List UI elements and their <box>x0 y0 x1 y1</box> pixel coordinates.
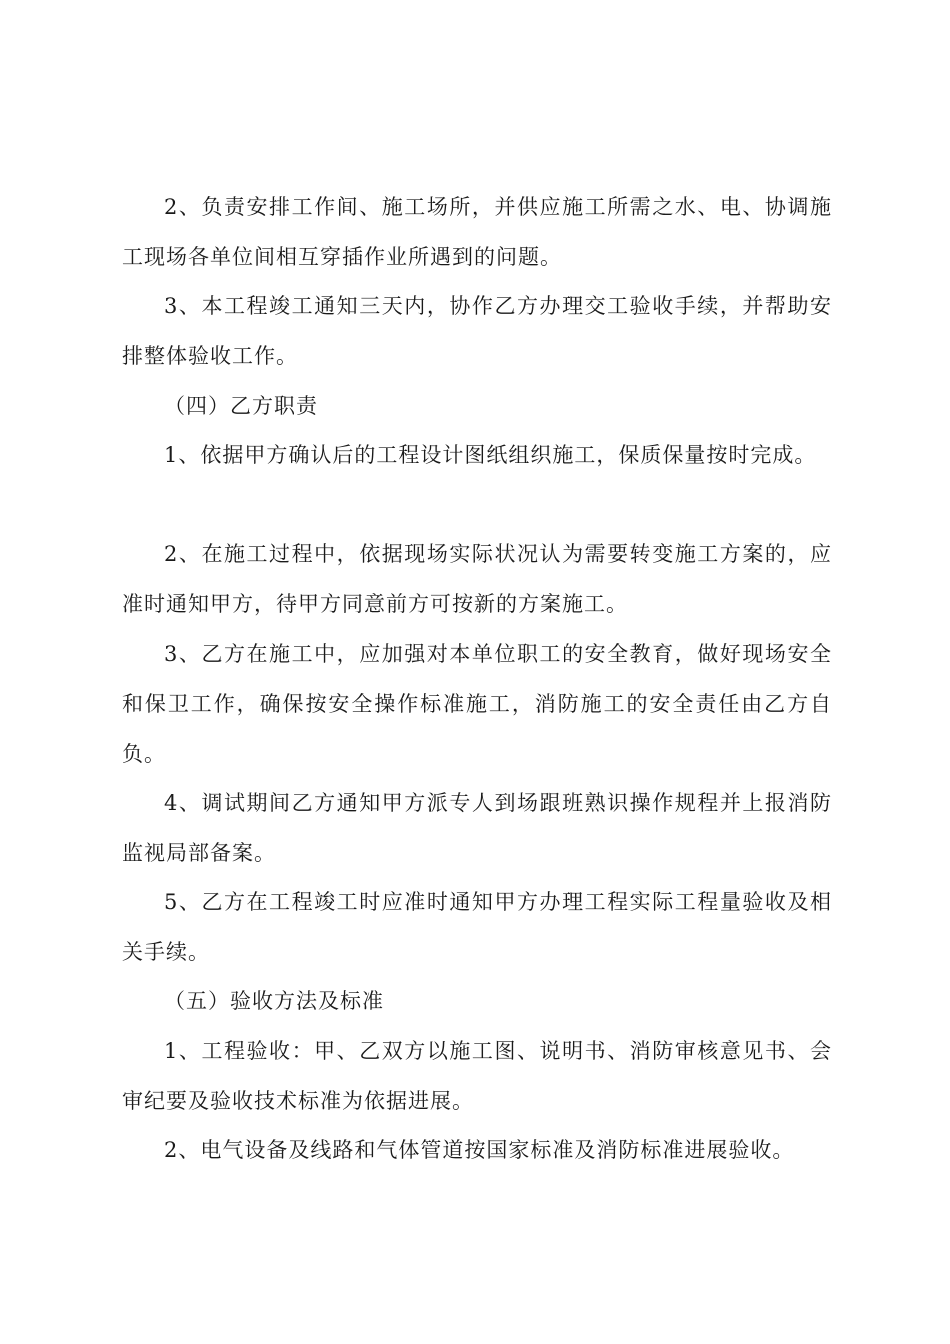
section-heading-acceptance: （五）验收方法及标准 <box>164 989 384 1013</box>
paragraph-contractor-duty-5: 5、乙方在工程竣工时应准时通知甲方办理工程实际工程量验收及相关手续。 <box>122 890 832 964</box>
paragraph-owner-duty-2: 2、负责安排工作间、施工场所，并供应施工所需之水、电、协调施工现场各单位间相互穿插作业所遇到的问题。 <box>122 195 832 269</box>
paragraph-contractor-duty-1: 1、依据甲方确认后的工程设计图纸组织施工，保质保量按时完成。 <box>164 443 817 467</box>
paragraph-acceptance-2: 2、电气设备及线路和气体管道按国家标准及消防标准进展验收。 <box>164 1138 795 1162</box>
section-heading-contractor-duties: （四）乙方职责 <box>164 394 318 418</box>
paragraph-owner-duty-3: 3、本工程竣工通知三天内，协作乙方办理交工验收手续，并帮助安排整体验收工作。 <box>122 294 832 368</box>
paragraph-contractor-duty-3: 3、乙方在施工中，应加强对本单位职工的安全教育，做好现场安全和保卫工作，确保按安全操作标准施工，消防施工的安全责任由乙方自负。 <box>122 642 832 766</box>
paragraph-contractor-duty-2: 2、在施工过程中，依据现场实际状况认为需要转变施工方案的，应准时通知甲方，待甲方同意前方可按新的方案施工。 <box>122 542 832 616</box>
paragraph-contractor-duty-4: 4、调试期间乙方通知甲方派专人到场跟班熟识操作规程并上报消防监视局部备案。 <box>122 791 832 865</box>
paragraph-acceptance-1: 1、工程验收：甲、乙双方以施工图、说明书、消防审核意见书、会审纪要及验收技术标准为依据进展。 <box>122 1039 832 1113</box>
